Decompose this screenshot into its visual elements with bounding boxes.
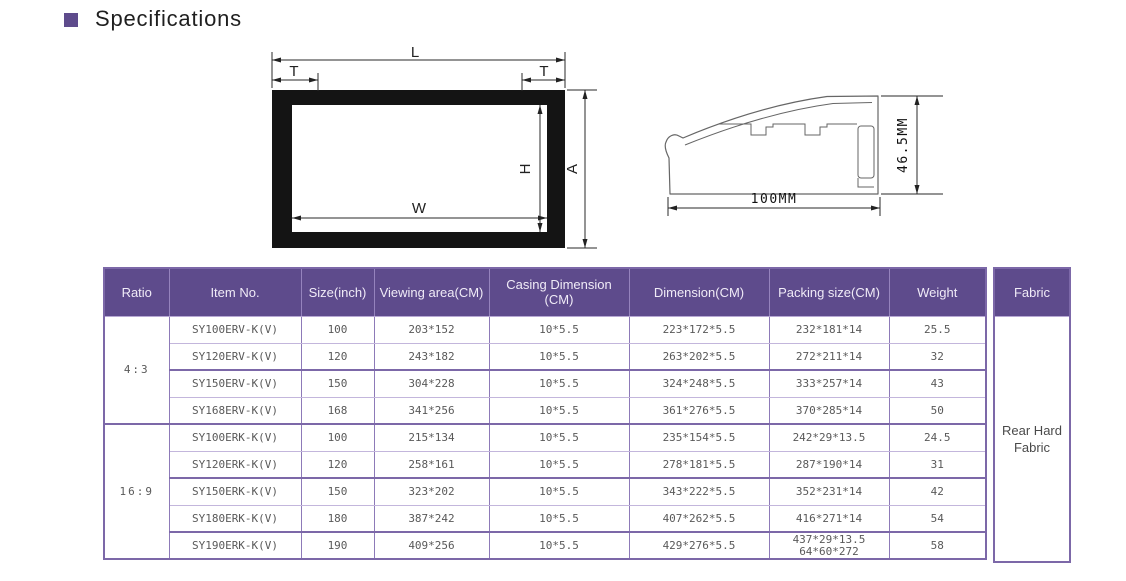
ratio-cell: 4:3: [104, 316, 169, 424]
size-cell: 150: [301, 478, 374, 505]
label-L: L: [410, 44, 420, 61]
item-no-cell: SY120ERV-K(V): [169, 343, 301, 370]
item-no-cell: SY168ERV-K(V): [169, 397, 301, 424]
weight-cell: 58: [889, 532, 986, 559]
weight-cell: 25.5: [889, 316, 986, 343]
label-100mm: 100MM: [750, 192, 798, 207]
fabric-value-cell: Rear Hard Fabric: [994, 316, 1070, 562]
packing-size-cell: 437*29*13.5 64*60*272: [769, 532, 889, 559]
dimension-cell: 361*276*5.5: [629, 397, 769, 424]
table-row: [104, 397, 986, 424]
header-item-no: Item No.: [169, 268, 301, 316]
size-cell: 168: [301, 397, 374, 424]
label-T-left: T: [289, 63, 299, 80]
casing-dimension-cell: 10*5.5: [489, 370, 629, 397]
header-weight: Weight: [889, 268, 986, 316]
dimension-cell: 429*276*5.5: [629, 532, 769, 559]
weight-cell: 31: [889, 451, 986, 478]
casing-profile-diagram: [645, 66, 965, 226]
dimension-cell: 407*262*5.5: [629, 505, 769, 532]
size-cell: 150: [301, 370, 374, 397]
size-cell: 120: [301, 343, 374, 370]
dimension-cell: 278*181*5.5: [629, 451, 769, 478]
ratio-cell: 16:9: [104, 424, 169, 559]
size-cell: 120: [301, 451, 374, 478]
dimension-cell: 223*172*5.5: [629, 316, 769, 343]
viewing-area-cell: 341*256: [374, 397, 489, 424]
table-row: [104, 532, 986, 559]
weight-cell: 50: [889, 397, 986, 424]
packing-size-cell: 232*181*14: [769, 316, 889, 343]
header-row: [104, 268, 986, 316]
table-row: [104, 505, 986, 532]
packing-size-cell: 333*257*14: [769, 370, 889, 397]
packing-size-cell: 287*190*14: [769, 451, 889, 478]
header-size: Size(inch): [301, 268, 374, 316]
casing-dimension-cell: 10*5.5: [489, 316, 629, 343]
packing-size-cell: 370*285*14: [769, 397, 889, 424]
header-casing-dimension: Casing Dimension (CM): [489, 268, 629, 316]
label-46-5mm: 46.5MM: [896, 117, 911, 173]
dimension-cell: 324*248*5.5: [629, 370, 769, 397]
header-fabric: Fabric: [994, 268, 1070, 316]
header-packing-size: Packing size(CM): [769, 268, 889, 316]
casing-dimension-cell: 10*5.5: [489, 343, 629, 370]
viewing-area-cell: 387*242: [374, 505, 489, 532]
spec-tables: [103, 267, 1071, 563]
fabric-table: [993, 267, 1071, 563]
dimension-cell: 343*222*5.5: [629, 478, 769, 505]
header-dimension: Dimension(CM): [629, 268, 769, 316]
casing-dimension-cell: 10*5.5: [489, 478, 629, 505]
spec-table: [103, 267, 987, 560]
casing-dimension-cell: 10*5.5: [489, 397, 629, 424]
item-no-cell: SY180ERK-K(V): [169, 505, 301, 532]
weight-cell: 24.5: [889, 424, 986, 451]
item-no-cell: SY150ERK-K(V): [169, 478, 301, 505]
item-no-cell: SY120ERK-K(V): [169, 451, 301, 478]
profile-outline: [665, 96, 878, 194]
header-viewing-area: Viewing area(CM): [374, 268, 489, 316]
size-cell: 180: [301, 505, 374, 532]
item-no-cell: SY100ERK-K(V): [169, 424, 301, 451]
dimension-cell: 263*202*5.5: [629, 343, 769, 370]
item-no-cell: SY100ERV-K(V): [169, 316, 301, 343]
table-row: [104, 451, 986, 478]
page-title: Specifications: [95, 6, 242, 31]
label-A: A: [564, 163, 581, 175]
packing-size-cell: 242*29*13.5: [769, 424, 889, 451]
weight-cell: 32: [889, 343, 986, 370]
size-cell: 100: [301, 424, 374, 451]
casing-dimension-cell: 10*5.5: [489, 451, 629, 478]
weight-cell: 42: [889, 478, 986, 505]
packing-size-cell: 416*271*14: [769, 505, 889, 532]
table-row: [104, 370, 986, 397]
table-row: [104, 424, 986, 451]
casing-dimension-cell: 10*5.5: [489, 424, 629, 451]
viewing-area-cell: 243*182: [374, 343, 489, 370]
item-no-cell: SY190ERK-K(V): [169, 532, 301, 559]
viewing-area-cell: 323*202: [374, 478, 489, 505]
frame-dimension-diagram: [253, 44, 603, 256]
viewing-area-cell: 258*161: [374, 451, 489, 478]
profile-channel: [858, 126, 874, 178]
weight-cell: 54: [889, 505, 986, 532]
label-T-right: T: [539, 63, 549, 80]
item-no-cell: SY150ERV-K(V): [169, 370, 301, 397]
casing-dimension-cell: 10*5.5: [489, 505, 629, 532]
size-cell: 190: [301, 532, 374, 559]
header-ratio: Ratio: [104, 268, 169, 316]
fabric-row: [994, 316, 1070, 562]
square-bullet-icon: [64, 13, 78, 27]
casing-dimension-cell: 10*5.5: [489, 532, 629, 559]
viewing-area-cell: 215*134: [374, 424, 489, 451]
viewing-area-cell: 409*256: [374, 532, 489, 559]
section-title: [64, 6, 242, 32]
table-row: [104, 478, 986, 505]
viewing-area-cell: 304*228: [374, 370, 489, 397]
dimension-cell: 235*154*5.5: [629, 424, 769, 451]
packing-size-cell: 272*211*14: [769, 343, 889, 370]
packing-size-cell: 352*231*14: [769, 478, 889, 505]
size-cell: 100: [301, 316, 374, 343]
label-H: H: [517, 163, 534, 175]
weight-cell: 43: [889, 370, 986, 397]
viewing-area-cell: 203*152: [374, 316, 489, 343]
label-W: W: [411, 200, 427, 217]
table-row: [104, 316, 986, 343]
table-row: [104, 343, 986, 370]
fabric-header-row: [994, 268, 1070, 316]
